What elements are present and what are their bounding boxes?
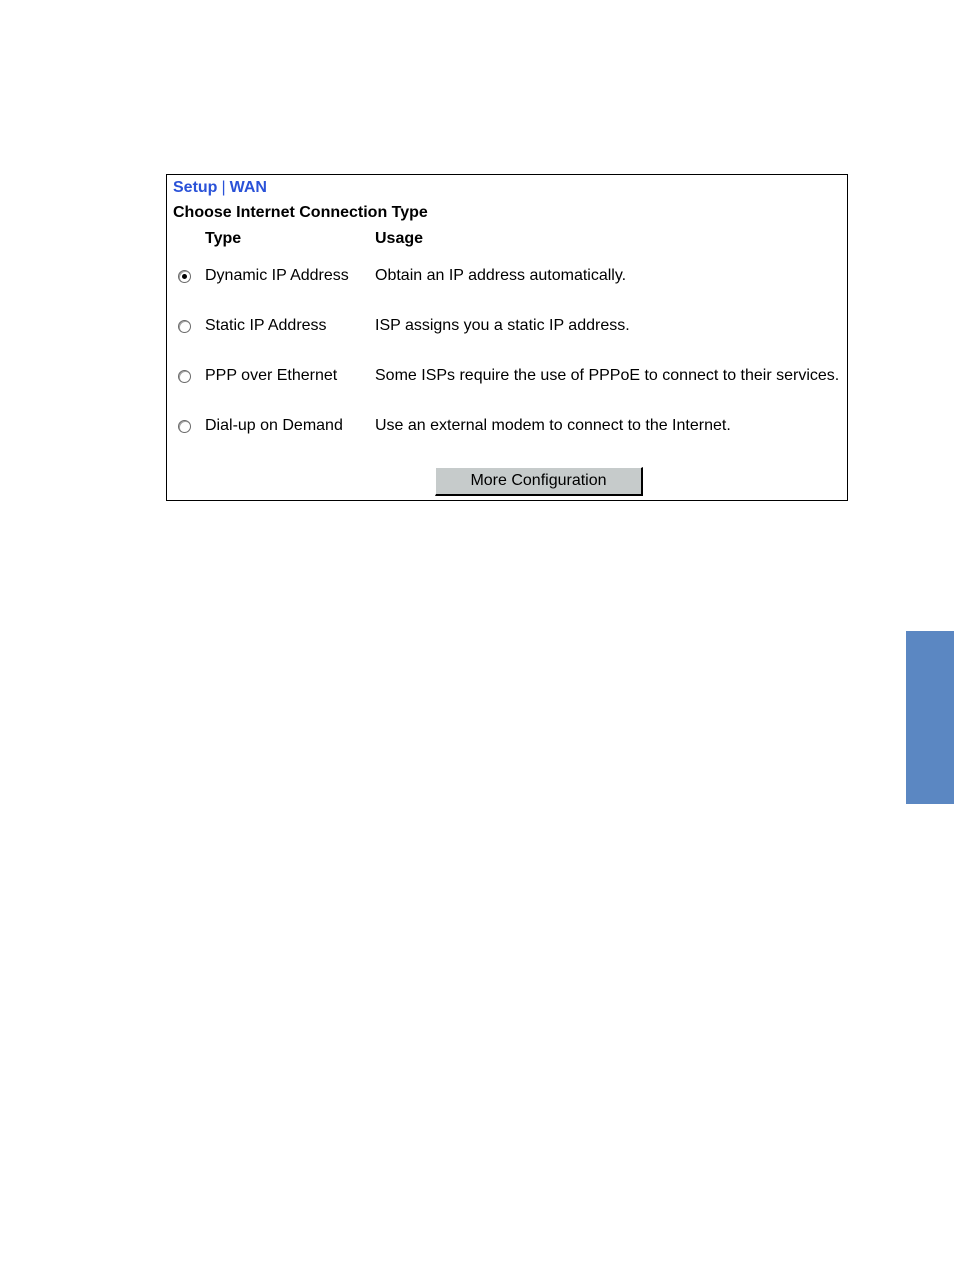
option-usage-text: ISP assigns you a static IP address. (375, 317, 630, 334)
breadcrumb-wan-link[interactable]: WAN (229, 179, 267, 196)
wan-setup-panel (166, 174, 848, 501)
option-row-dynamic-ip[interactable] (167, 267, 847, 289)
option-usage-text: Some ISPs require the use of PPPoE to connect to their services. (375, 367, 840, 384)
breadcrumb-separator: | (221, 179, 226, 196)
page-title: Choose Internet Connection Type (173, 204, 428, 221)
option-type-label[interactable]: PPP over Ethernet (205, 367, 338, 384)
dynamic-ip-radio[interactable] (178, 270, 191, 283)
side-thumb-tab (906, 631, 954, 804)
breadcrumb-setup-link[interactable]: Setup (173, 179, 218, 196)
usage-column-header: Usage (375, 230, 424, 247)
option-row-static-ip[interactable] (167, 317, 847, 339)
breadcrumb (173, 179, 267, 197)
dialup-radio[interactable] (178, 420, 191, 433)
option-usage-text: Obtain an IP address automatically. (375, 267, 627, 284)
pppoe-radio[interactable] (178, 370, 191, 383)
option-type-label[interactable]: Dynamic IP Address (205, 267, 349, 284)
static-ip-radio[interactable] (178, 320, 191, 333)
option-row-pppoe[interactable] (167, 367, 847, 389)
option-row-dialup[interactable] (167, 417, 847, 439)
option-usage-text: Use an external modem to connect to the Internet. (375, 417, 731, 434)
more-configuration-button[interactable]: More Configuration (435, 467, 643, 496)
option-type-label[interactable]: Static IP Address (205, 317, 327, 334)
option-type-label[interactable]: Dial-up on Demand (205, 417, 343, 434)
type-column-header: Type (205, 230, 242, 247)
